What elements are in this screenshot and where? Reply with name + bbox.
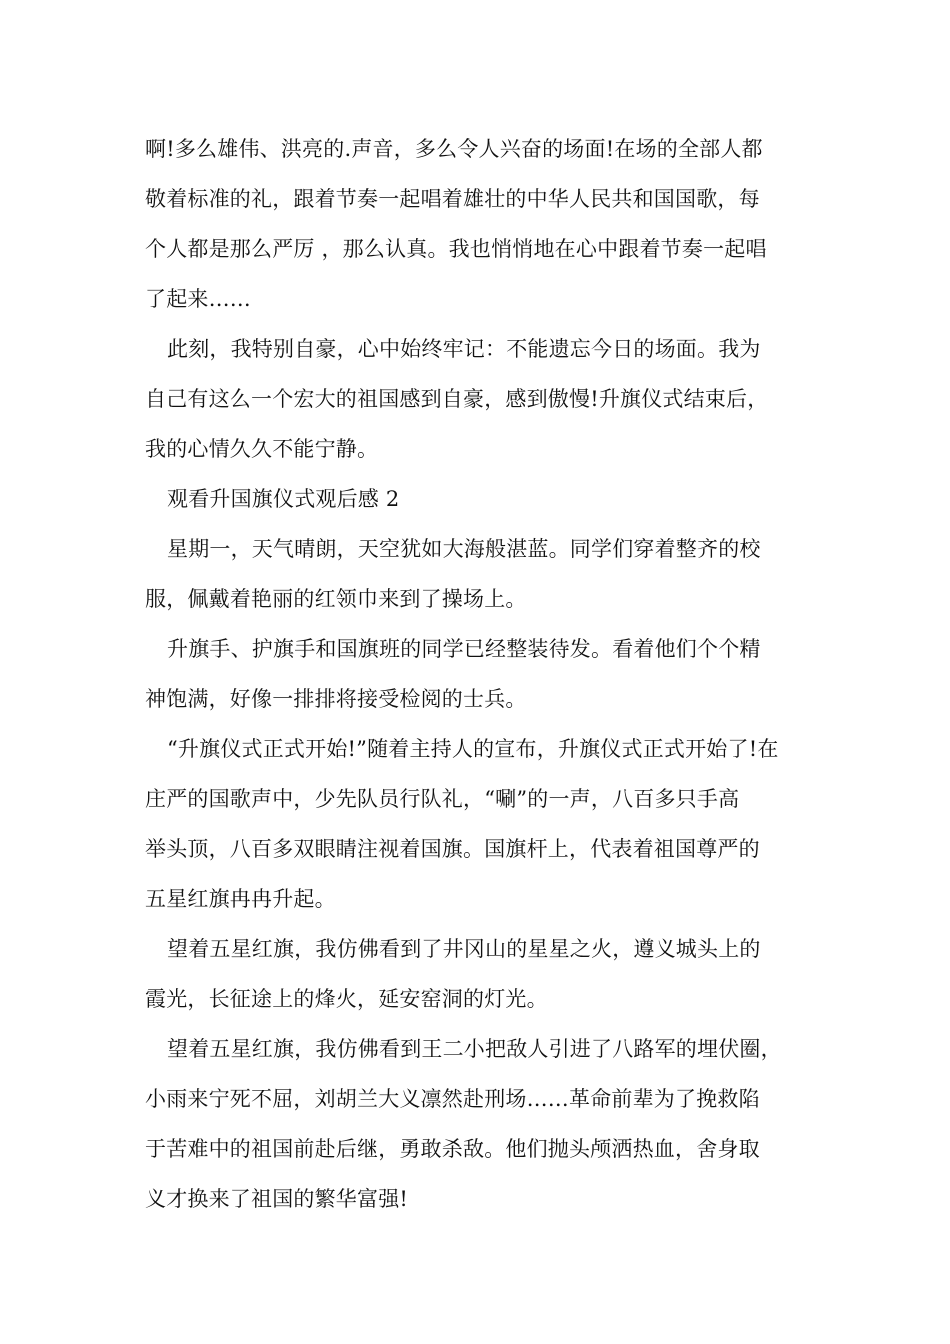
text-line: 啊!多么雄伟、洪亮的.声音，多么令人兴奋的场面!在场的全部人都 xyxy=(145,137,763,161)
text-line: 个人都是那么严厉 ，那么认真。我也悄悄地在心中跟着节奏一起唱 xyxy=(145,237,767,261)
text-line: 庄严的国歌声中，少先队员行队礼，“唰”的一声，八百多只手高 xyxy=(145,787,740,811)
text-line: 升旗手、护旗手和国旗班的同学已经整装待发。看着他们个个精 xyxy=(167,637,761,661)
text-line: 望着五星红旗，我仿佛看到王二小把敌人引进了八路军的埋伏圈， xyxy=(167,1037,782,1061)
text-line: 于苦难中的祖国前赴后继，勇敢杀敌。他们抛头颅洒热血，舍身取 xyxy=(145,1137,760,1161)
text-line: 五星红旗冉冉升起。 xyxy=(145,887,336,911)
text-line: 小雨来宁死不屈，刘胡兰大义凛然赴刑场……革命前辈为了挽救陷 xyxy=(145,1087,760,1111)
paragraph-3 xyxy=(145,524,835,624)
text-line: 服，佩戴着艳丽的红领巾来到了操场上。 xyxy=(145,587,527,611)
paragraph-6 xyxy=(145,924,835,1024)
text-line: 义才换来了祖国的繁华富强! xyxy=(145,1187,409,1211)
text-line: “升旗仪式正式开始!”随着主持人的宣布，升旗仪式正式开始了!在 xyxy=(167,737,779,761)
document-page xyxy=(145,124,835,1224)
paragraph-1 xyxy=(145,124,835,324)
text-line: 神饱满，好像一排排将接受检阅的士兵。 xyxy=(145,687,527,711)
text-line: 霞光，长征途上的烽火，延安窑洞的灯光。 xyxy=(145,987,548,1011)
heading-line: 观看升国旗仪式观后感 2 xyxy=(167,487,400,511)
text-line: 此刻，我特别自豪，心中始终牢记：不能遗忘今日的场面。我为 xyxy=(167,337,761,361)
text-line: 自己有这么一个宏大的祖国感到自豪，感到傲慢!升旗仪式结束后， xyxy=(145,387,769,411)
paragraph-7 xyxy=(145,1024,835,1224)
section-heading xyxy=(145,474,835,524)
paragraph-5 xyxy=(145,724,835,924)
text-line: 了起来…… xyxy=(145,287,251,311)
paragraph-2 xyxy=(145,324,835,474)
text-line: 望着五星红旗，我仿佛看到了井冈山的星星之火，遵义城头上的 xyxy=(167,937,761,961)
text-line: 举头顶，八百多双眼睛注视着国旗。国旗杆上，代表着祖国尊严的 xyxy=(145,837,760,861)
paragraph-4 xyxy=(145,624,835,724)
text-line: 我的心情久久不能宁静。 xyxy=(145,437,379,461)
text-line: 敬着标准的礼，跟着节奏一起唱着雄壮的中华人民共和国国歌，每 xyxy=(145,187,760,211)
text-line: 星期一，天气晴朗，天空犹如大海般湛蓝。同学们穿着整齐的校 xyxy=(167,537,761,561)
